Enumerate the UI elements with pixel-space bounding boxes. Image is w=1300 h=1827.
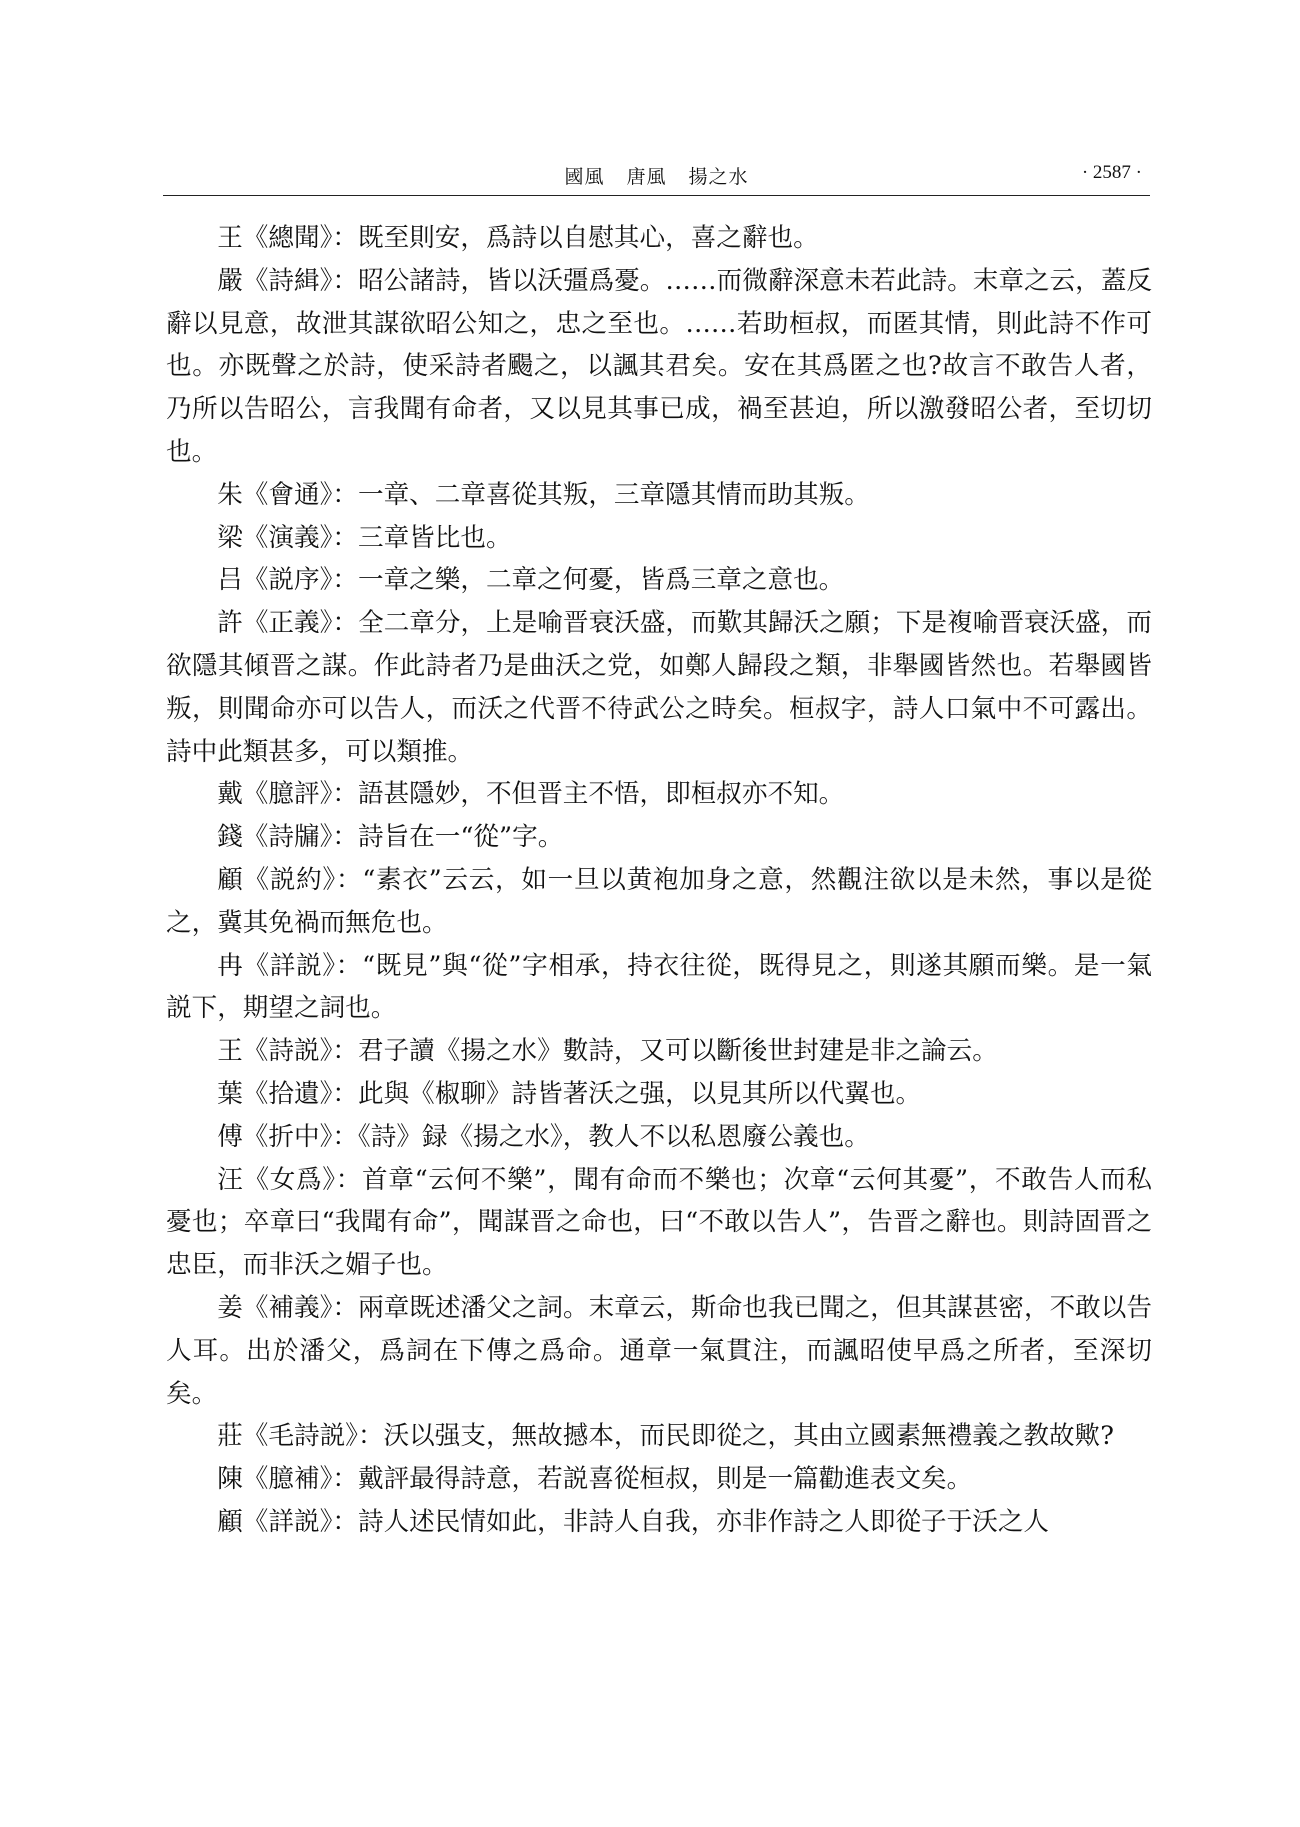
entry-text: ：“既見”與“從”字相承，持衣往從，既得見之，則遂其願而樂。是一氣説下，期望之詞也。	[166, 950, 1152, 1024]
entry-text: ：戴評最得詩意，若説喜從桓叔，則是一篇勸進表文矣。	[332, 1464, 973, 1495]
work-title: 《演義》	[242, 522, 333, 553]
commentary-entry	[166, 1415, 1152, 1458]
commentator-name: 陳	[217, 1464, 243, 1495]
commentary-entry	[166, 1159, 1152, 1287]
entry-text: ：詩人述民情如此，非詩人自我，亦非作詩之人即從子于沃之人	[332, 1506, 1050, 1537]
commentary-entry	[166, 1073, 1152, 1116]
commentary-entry	[166, 602, 1152, 773]
commentary-entry	[166, 773, 1152, 816]
work-title: 《詳説》	[242, 1506, 333, 1537]
entry-text: ：《詩》録《揚之水》，教人不以私恩廢公義也。	[332, 1121, 870, 1152]
work-title: 《正義》	[242, 608, 333, 639]
commentator-name: 傅	[217, 1121, 243, 1152]
entry-text: ：首章“云何不樂”，聞有命而不樂也；次章“云何其憂”，不敢告人而私憂也；卒章曰“我聞有命”，聞謀晋之命也，曰“不敢以告人”，告晋之辭也。則詩固晋之忠臣，而非沃之媚子也。	[166, 1164, 1152, 1281]
commentary-entry	[166, 217, 1152, 260]
entry-text: ：語甚隱妙，不但晋主不悟，即桓叔亦不知。	[332, 779, 845, 810]
commentator-name: 葉	[217, 1078, 243, 1109]
commentary-entry	[166, 517, 1152, 560]
entry-text: ：此與《椒聊》詩皆著沃之强，以見其所以代翼也。	[332, 1078, 922, 1109]
work-title: 《總聞》	[242, 223, 333, 253]
entry-text: ：“素衣”云云，如一旦以黄袍加身之意，然觀注欲以是未然，事以是從之，冀其免禍而無危也。	[166, 864, 1152, 938]
commentator-name: 戴	[217, 779, 243, 810]
commentary-body	[166, 217, 1152, 1544]
commentary-entry	[166, 1501, 1152, 1544]
poem-title: 揚之水	[688, 166, 749, 188]
entry-text: ：昭公諸詩，皆以沃彊爲憂。……而微辭深意未若此詩。末章之云，蓋反辭以見意，故泄其謀欲昭公知之，忠之至也。……若助桓叔，而匿其情，則此詩不作可也。亦既聲之於詩，使采詩者颺之，以諷其君矣。安在其爲匿之也?故言不敢告人者，乃所以告昭公，言我聞有命者，又以見其事已成，禍至甚迫，所以激發昭公者，至切切也。	[166, 265, 1152, 467]
commentator-name: 顧	[217, 864, 244, 895]
commentary-entry	[166, 945, 1152, 1031]
subsection-name: 唐風	[626, 166, 667, 188]
commentator-name: 梁	[217, 522, 243, 553]
entry-text: ：全二章分，上是喻晋衰沃盛，而歎其歸沃之願；下是複喻晋衰沃盛，而欲隱其傾晋之謀。作此詩者乃是曲沃之党，如鄭人歸段之類，非舉國皆然也。若舉國皆叛，則聞命亦可以告人，而沃之代晋不待武公之時矣。桓叔字，詩人口氣中不可露出。詩中此類甚多，可以類推。	[166, 608, 1152, 767]
work-title: 《臆補》	[242, 1464, 333, 1495]
commentator-name: 許	[217, 608, 243, 639]
work-title: 《毛詩説》	[242, 1421, 358, 1452]
entry-text: ：一章、二章喜從其叛，三章隱其情而助其叛。	[332, 479, 870, 510]
commentator-name: 錢	[217, 822, 243, 853]
commentator-name: 王	[217, 223, 243, 253]
commentary-entry	[166, 1030, 1152, 1073]
entry-text: ：既至則安，爲詩以自慰其心，喜之辭也。	[332, 223, 819, 253]
work-title: 《臆評》	[242, 779, 333, 810]
work-title: 《詩緝》	[242, 265, 333, 296]
commentator-name: 汪	[217, 1164, 244, 1195]
section-name: 國風	[564, 166, 605, 188]
commentary-entry	[166, 474, 1152, 517]
work-title: 《補義》	[242, 1292, 333, 1323]
entry-text: ：君子讀《揚之水》數詩，又可以斷後世封建是非之論云。	[332, 1036, 998, 1067]
entry-text: ：一章之樂，二章之何憂，皆爲三章之意也。	[332, 565, 845, 596]
header-rule	[163, 195, 1150, 196]
work-title: 《詩説》	[242, 1036, 333, 1067]
commentator-name: 王	[217, 1036, 243, 1067]
work-title: 《説序》	[242, 565, 333, 596]
commentary-entry	[166, 816, 1152, 859]
work-title: 《説約》	[243, 864, 336, 895]
commentary-entry	[166, 260, 1152, 474]
entry-text: ：詩旨在一“從”字。	[332, 822, 564, 853]
work-title: 《詳説》	[243, 950, 336, 981]
work-title: 《拾遺》	[242, 1078, 333, 1109]
commentator-name: 冉	[217, 950, 244, 981]
commentary-entry	[166, 1116, 1152, 1159]
running-header	[163, 158, 1150, 198]
work-title: 《詩牖》	[242, 822, 333, 853]
entry-text: ：沃以强支，無故撼本，而民即從之，其由立國素無禮義之教故歟?	[357, 1421, 1114, 1452]
entry-text: ：兩章既述潘父之詞。末章云，斯命也我已聞之，但其謀甚密，不敢以告人耳。出於潘父，爲詞在下傳之爲命。通章一氣貫注，而諷昭使早爲之所者，至深切矣。	[166, 1292, 1152, 1409]
page-number: · 2587 ·	[1081, 162, 1142, 183]
commentator-name: 朱	[217, 479, 243, 510]
commentary-entry	[166, 1458, 1152, 1501]
work-title: 《女爲》	[243, 1164, 336, 1195]
commentary-entry	[166, 859, 1152, 945]
entry-text: ：三章皆比也。	[332, 522, 512, 553]
commentary-entry	[166, 1287, 1152, 1415]
work-title: 《會通》	[242, 479, 333, 510]
commentator-name: 嚴	[217, 265, 243, 296]
commentator-name: 顧	[217, 1506, 243, 1537]
commentator-name: 姜	[217, 1292, 243, 1323]
commentary-entry	[166, 559, 1152, 602]
running-header-title	[163, 162, 1150, 189]
work-title: 《折中》	[242, 1121, 333, 1152]
commentator-name: 莊	[217, 1421, 243, 1452]
commentator-name: 吕	[217, 565, 243, 596]
